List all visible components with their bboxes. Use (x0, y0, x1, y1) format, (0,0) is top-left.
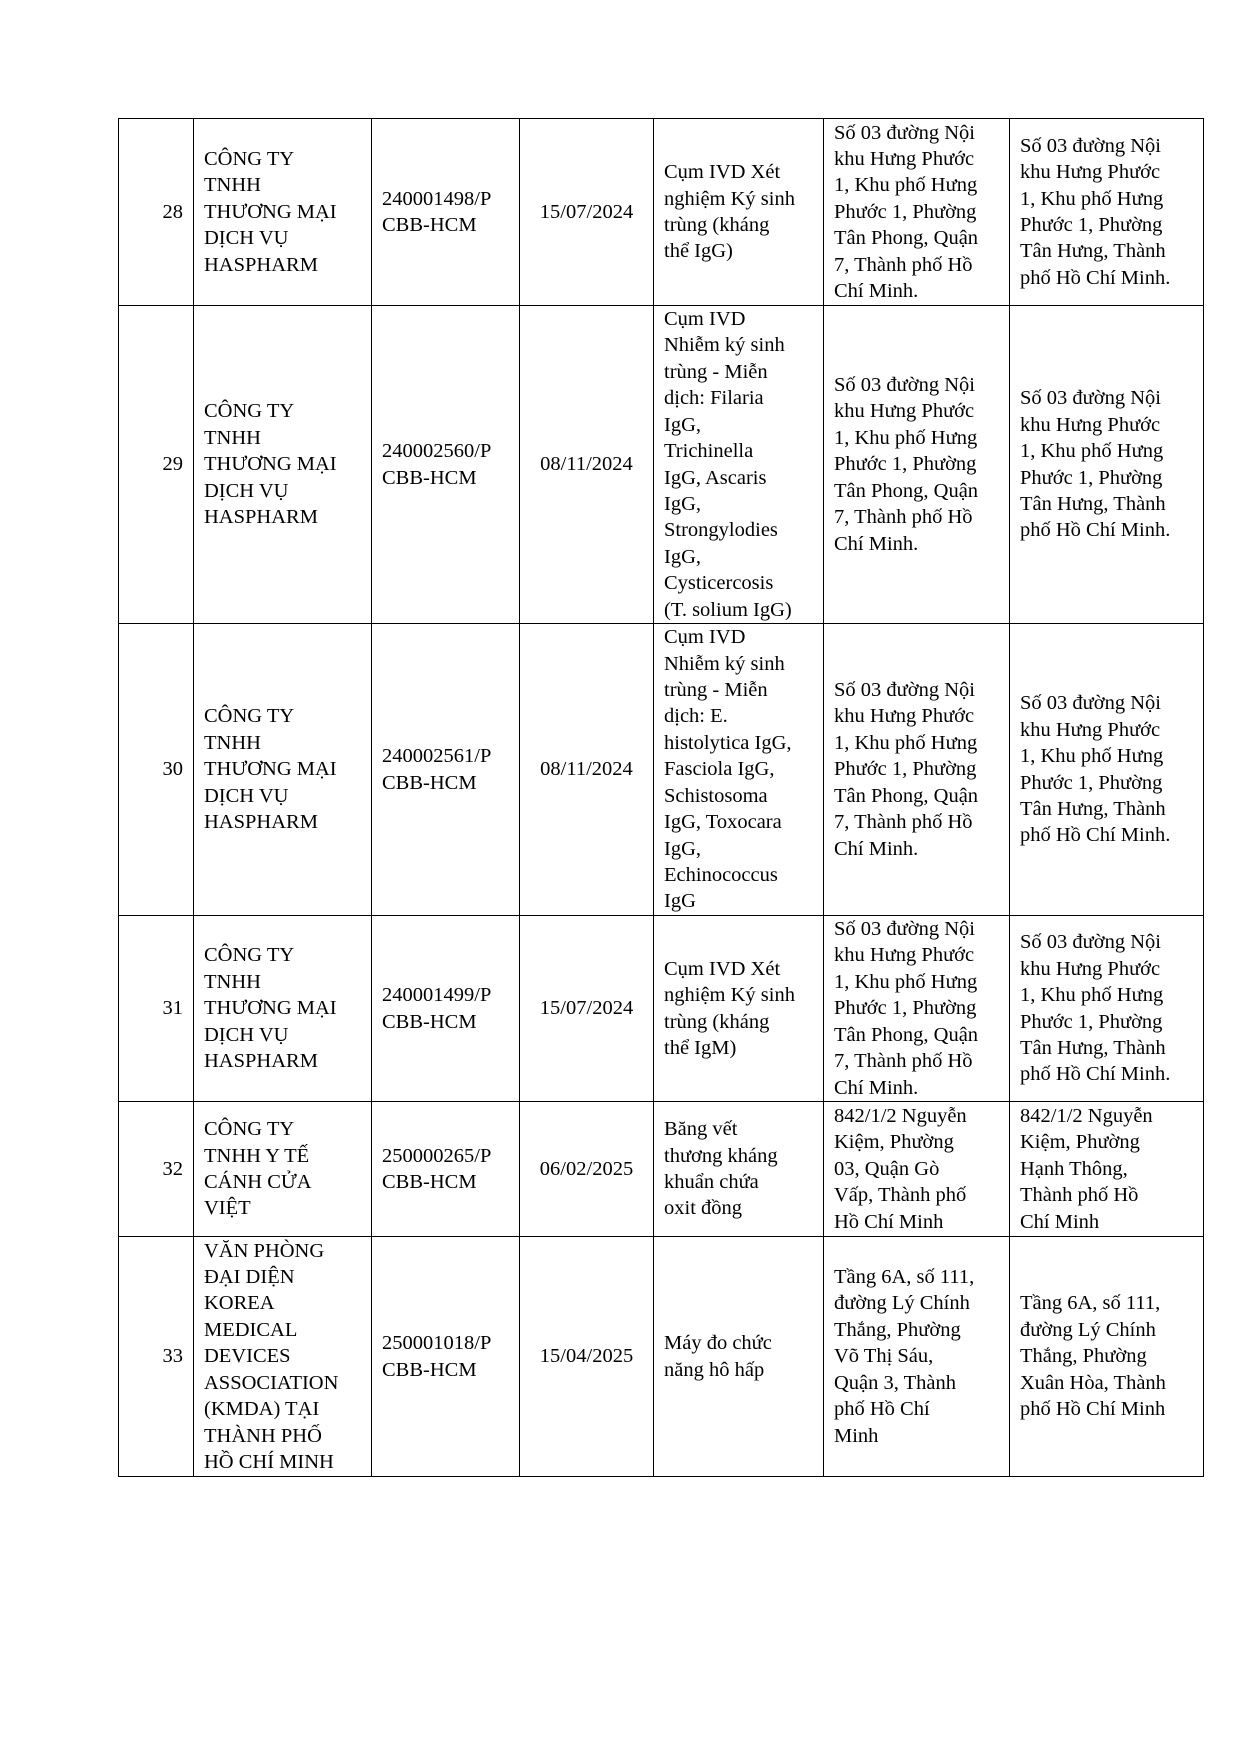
permit-code-cell (372, 624, 520, 916)
address-new: Số 03 đường Nội khu Hưng Phước 1, Khu phố Hưng Phước 1, Phường Tân Hưng, Thành phố Hồ Chí Minh. (1020, 692, 1171, 847)
issue-date: 08/11/2024 (520, 624, 654, 916)
permit-code: 240001498/P CBB-HCM (382, 187, 492, 236)
product-name: Cụm IVD Xét nghiệm Ký sinh trùng (kháng thể IgG) (664, 161, 795, 263)
address-new: Tầng 6A, số 111, đường Lý Chính Thắng, Phường Xuân Hòa, Thành phố Hồ Chí Minh (1020, 1292, 1166, 1421)
table-row (119, 119, 1204, 306)
address-new: Số 03 đường Nội khu Hưng Phước 1, Khu phố Hưng Phước 1, Phường Tân Hưng, Thành phố Hồ Chí Minh. (1020, 134, 1171, 289)
product-name: Cụm IVD Xét nghiệm Ký sinh trùng (kháng thể IgM) (664, 957, 795, 1059)
address-old: Số 03 đường Nội khu Hưng Phước 1, Khu phố Hưng Phước 1, Phường Tân Phong, Quận 7, Thành phố Hồ Chí Minh. (834, 918, 979, 1099)
row-number: 31 (119, 916, 194, 1102)
issue-date: 15/07/2024 (520, 119, 654, 306)
address-cell (824, 1237, 1010, 1477)
product-cell (654, 624, 824, 916)
address-new-cell (1010, 1237, 1204, 1477)
permit-code: 240002560/P CBB-HCM (382, 440, 492, 489)
address-old: 842/1/2 Nguyễn Kiệm, Phường 03, Quận Gò Vấp, Thành phố Hồ Chí Minh (834, 1104, 967, 1233)
address-new-cell (1010, 1102, 1204, 1237)
address-cell (824, 119, 1010, 306)
address-old: Số 03 đường Nội khu Hưng Phước 1, Khu phố Hưng Phước 1, Phường Tân Phong, Quận 7, Thành phố Hồ Chí Minh. (834, 121, 979, 303)
row-number: 32 (119, 1102, 194, 1237)
address-cell (824, 916, 1010, 1102)
company-name-cell (194, 1102, 372, 1237)
company-name: CÔNG TY TNHH THƯƠNG MẠI DỊCH VỤ HASPHARM (204, 147, 337, 276)
product-name: Máy đo chức năng hô hấp (664, 1332, 772, 1381)
permit-code: 250000265/P CBB-HCM (382, 1144, 492, 1193)
permit-code-cell (372, 306, 520, 624)
company-name-cell (194, 119, 372, 306)
permit-code-cell (372, 1237, 520, 1477)
company-name: CÔNG TY TNHH THƯƠNG MẠI DỊCH VỤ HASPHARM (204, 705, 337, 834)
table-row (119, 916, 1204, 1102)
product-name: Cụm IVD Nhiễm ký sinh trùng - Miễn dịch: Filaria IgG, Trichinella IgG, Ascaris IgG, Strongylodies IgG, Cysticercosis (T. solium IgG) (664, 308, 792, 621)
table-row (119, 624, 1204, 916)
company-name: CÔNG TY TNHH THƯƠNG MẠI DỊCH VỤ HASPHARM (204, 944, 337, 1073)
permit-code: 240001499/P CBB-HCM (382, 984, 492, 1033)
permit-code-cell (372, 916, 520, 1102)
company-name-cell (194, 1237, 372, 1477)
row-number: 30 (119, 624, 194, 916)
row-number: 33 (119, 1237, 194, 1477)
address-new: Số 03 đường Nội khu Hưng Phước 1, Khu phố Hưng Phước 1, Phường Tân Hưng, Thành phố Hồ Chí Minh. (1020, 387, 1171, 542)
table-row (119, 1237, 1204, 1477)
product-cell (654, 916, 824, 1102)
product-name: Băng vết thương kháng khuẩn chứa oxit đồng (664, 1118, 778, 1220)
address-new-cell (1010, 306, 1204, 624)
company-name: CÔNG TY TNHH THƯƠNG MẠI DỊCH VỤ HASPHARM (204, 400, 337, 529)
product-cell (654, 1237, 824, 1477)
row-number: 28 (119, 119, 194, 306)
registration-table (118, 118, 1204, 1477)
address-old: Số 03 đường Nội khu Hưng Phước 1, Khu phố Hưng Phước 1, Phường Tân Phong, Quận 7, Thành phố Hồ Chí Minh. (834, 679, 979, 860)
product-cell (654, 306, 824, 624)
permit-code-cell (372, 119, 520, 306)
issue-date: 15/04/2025 (520, 1237, 654, 1477)
company-name-cell (194, 916, 372, 1102)
address-old: Tầng 6A, số 111, đường Lý Chính Thắng, Phường Võ Thị Sáu, Quận 3, Thành phố Hồ Chí Minh (834, 1266, 975, 1447)
issue-date: 06/02/2025 (520, 1102, 654, 1237)
permit-code-cell (372, 1102, 520, 1237)
address-cell (824, 306, 1010, 624)
product-cell (654, 119, 824, 306)
company-name: VĂN PHÒNG ĐẠI DIỆN KOREA MEDICAL DEVICES ASSOCIATION (KMDA) TẠI THÀNH PHỐ HỒ CHÍ MINH (204, 1239, 339, 1473)
issue-date: 08/11/2024 (520, 306, 654, 624)
address-cell (824, 624, 1010, 916)
permit-code: 240002561/P CBB-HCM (382, 745, 492, 794)
table-row (119, 306, 1204, 624)
address-new-cell (1010, 119, 1204, 306)
address-new: Số 03 đường Nội khu Hưng Phước 1, Khu phố Hưng Phước 1, Phường Tân Hưng, Thành phố Hồ Chí Minh. (1020, 931, 1171, 1086)
row-number: 29 (119, 306, 194, 624)
product-name: Cụm IVD Nhiễm ký sinh trùng - Miễn dịch: E. histolytica IgG, Fasciola IgG, Schistosoma IgG, Toxocara IgG, Echinococcus IgG (664, 626, 792, 913)
company-name-cell (194, 306, 372, 624)
address-cell (824, 1102, 1010, 1237)
company-name-cell (194, 624, 372, 916)
address-old: Số 03 đường Nội khu Hưng Phước 1, Khu phố Hưng Phước 1, Phường Tân Phong, Quận 7, Thành phố Hồ Chí Minh. (834, 374, 979, 555)
product-cell (654, 1102, 824, 1237)
company-name: CÔNG TY TNHH Y TẾ CÁNH CỬA VIỆT (204, 1118, 312, 1220)
issue-date: 15/07/2024 (520, 916, 654, 1102)
address-new: 842/1/2 Nguyễn Kiệm, Phường Hạnh Thông, Thành phố Hồ Chí Minh (1020, 1104, 1153, 1233)
permit-code: 250001018/P CBB-HCM (382, 1332, 492, 1381)
table-row (119, 1102, 1204, 1237)
address-new-cell (1010, 916, 1204, 1102)
address-new-cell (1010, 624, 1204, 916)
